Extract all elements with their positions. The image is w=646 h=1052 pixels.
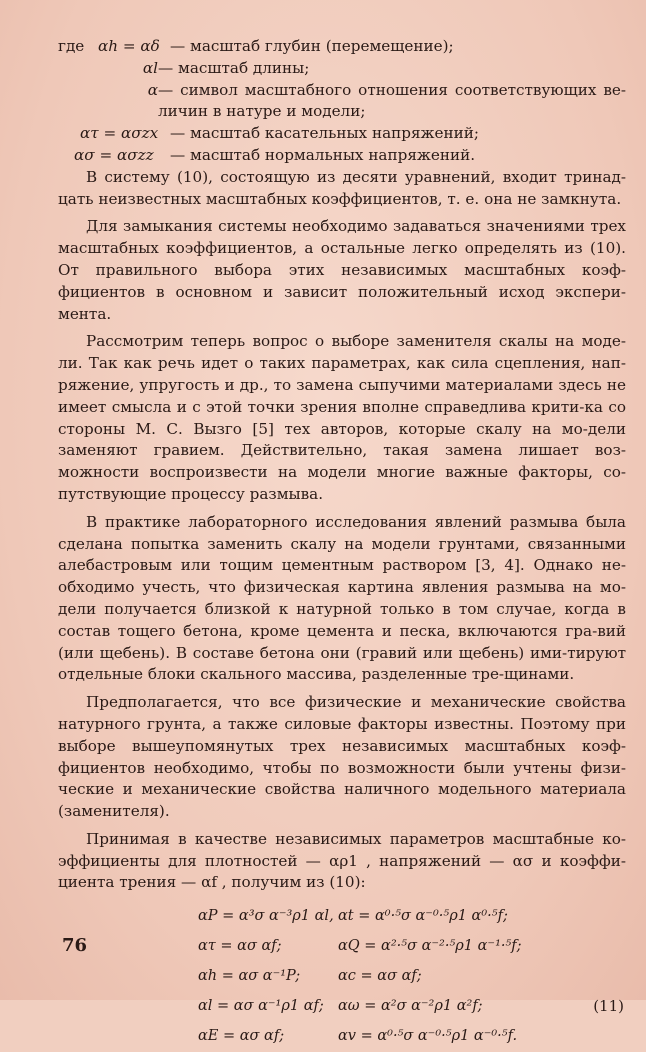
definition-desc: — масштаб нормальных напряжений. bbox=[170, 145, 476, 164]
definition-desc: — масштаб длины; bbox=[158, 58, 310, 77]
equation: αc = ασ αf; bbox=[338, 968, 422, 985]
definition-row bbox=[58, 58, 626, 80]
equation: αh = ασ α⁻¹P; bbox=[198, 968, 301, 985]
equation: αl = ασ α⁻¹ρ1 αf; bbox=[198, 998, 324, 1015]
equation: αv = α⁰·⁵σ α⁻⁰·⁵ρ1 α⁻⁰·⁵f. bbox=[338, 1028, 518, 1045]
paragraph: В практике лабораторного исследования явлений размыва была сделана попытка заменить скалу на модели грунтами, связанными алебастровым или тощим цементным раствором [3, 4]. Однако не-обходимо учесть, что физическая картина явления размыва на мо-дели получается близкой к натурной только в том случае, когда в состав тощего бетона, кроме цемента и песка, включаются гра-вий (или щебень). В составе бетона они (гравий или щебень) ими-тируют отдельные блоки скального массива, разделенные тре-щинами. bbox=[58, 512, 626, 684]
definition-desc: — масштаб касательных напряжений; bbox=[170, 124, 480, 143]
page-number: 76 bbox=[62, 935, 88, 956]
equation: αE = ασ αf; bbox=[198, 1028, 285, 1045]
definition-desc: — масштаб глубин (перемещение); bbox=[170, 37, 454, 55]
definition-term: ασ = ασzz bbox=[74, 145, 154, 164]
paragraph: Для замыкания системы необходимо задаваться значениями трех масштабных коэффициентов, а остальные легко определять из (10). От правильного выбора этих независимых масштабных коэф-фициентов в основном и зависит положительный исход экспери-мента. bbox=[58, 217, 626, 323]
definition-term: αl bbox=[142, 58, 158, 77]
equation-number: (11) bbox=[593, 997, 624, 1016]
equation: αQ = α²·⁵σ α⁻²·⁵ρ1 α⁻¹·⁵f; bbox=[338, 938, 522, 955]
paragraph: Принимая в качестве независимых параметров масштабные ко-эффициенты для плотностей — αρ1 , напряжений — ασ и коэффи-циента трения — αf , получим из (10): bbox=[58, 829, 626, 892]
paragraph: Предполагается, что все физические и механические свойства натурного грунта, а также силовые факторы известны. Поэтому при выборе вышеупомянутых трех независимых масштабных коэф-фициентов необходимо, чтобы по возможности были учтены физи-ческие и механические свойства наличного модельного материала (заменителя). bbox=[58, 693, 626, 821]
definition-desc: — символ масштабного отношения соответствующих ве-личин в натуре и модели; bbox=[158, 80, 626, 121]
definition-row bbox=[58, 80, 626, 124]
equation: αt = α⁰·⁵σ α⁻⁰·⁵ρ1 α⁰·⁵f; bbox=[338, 908, 508, 925]
equation: αP = α³σ α⁻³ρ1 αl, bbox=[198, 908, 334, 925]
equation: ατ = ασ αf; bbox=[198, 938, 282, 955]
equation: αω = α²σ α⁻²ρ1 α²f; bbox=[338, 998, 483, 1015]
definition-row bbox=[58, 36, 626, 58]
definition-row bbox=[58, 123, 626, 145]
equation-block bbox=[58, 902, 626, 1052]
definition-term: α bbox=[147, 80, 158, 99]
definition-term: αh = αδ bbox=[98, 37, 160, 55]
paragraph: В систему (10), состоящую из десяти уравнений, входит тринад-цать неизвестных масштабных коэффициентов, т. е. она не замкнута. bbox=[58, 167, 626, 208]
definition-lead: где bbox=[58, 37, 85, 55]
definition-term: ατ = ασzx bbox=[80, 124, 159, 143]
paragraph: Рассмотрим теперь вопрос о выборе заменителя скалы на моде-ли. Так как речь идет о таких параметрах, как сила сцепления, нап-ряжение, упругость и др., то замена сыпучими материалами здесь не имеет смысла и с этой точки зрения вполне справедлива крити-ка со стороны М. С. Вызго [5] тех авторов, которые скалу на мо-дели заменяют гравием. Действительно, такая замена лишает воз-можности воспроизвести на модели многие важные факторы, со-путствующие процессу размыва. bbox=[58, 332, 626, 503]
text-body bbox=[58, 36, 626, 1052]
definition-row bbox=[58, 145, 626, 167]
